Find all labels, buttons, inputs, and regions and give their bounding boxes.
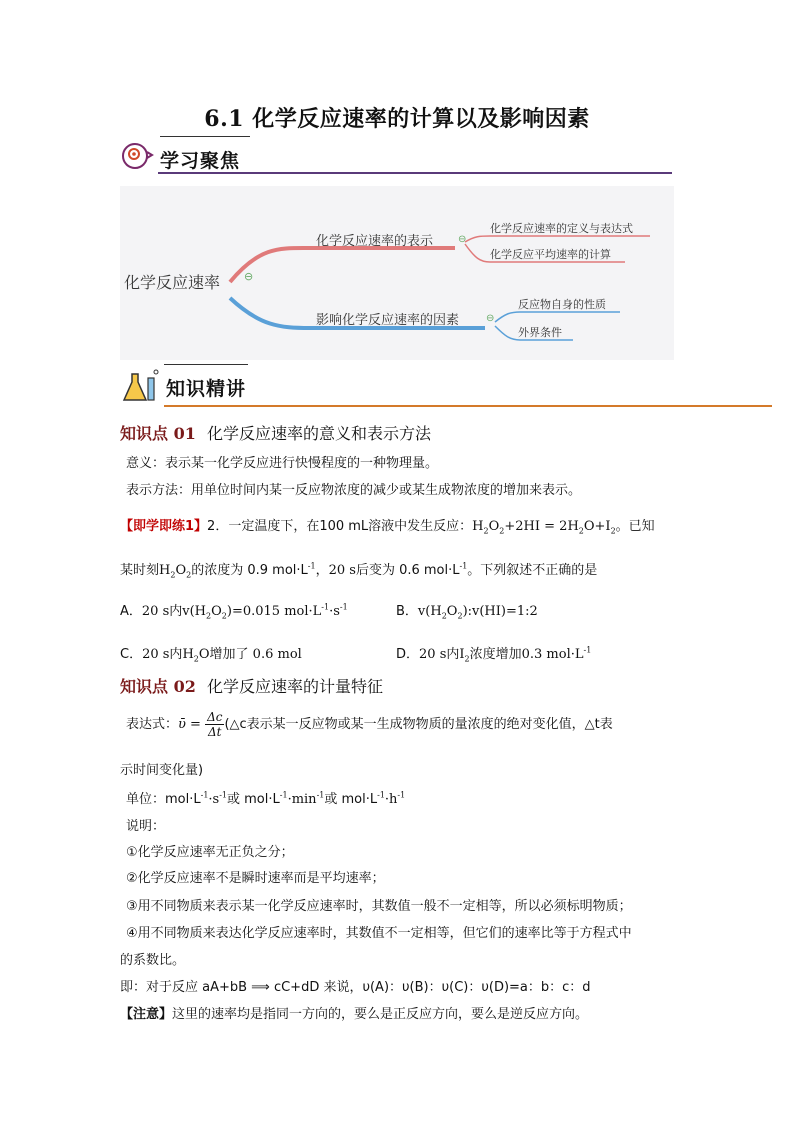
mindmap-root: 化学反应速率 (124, 273, 221, 292)
kp2-note-1: ①化学反应速率无正负之分； (126, 845, 294, 860)
exercise-question (120, 515, 655, 536)
brain-gear-icon (120, 140, 154, 174)
collapse-toggle-branch-1[interactable]: ⊖ (458, 234, 467, 245)
kp2-ratio: 即：对于反应 aA+bB ⟹ cC+dD 来说，υ(A)：υ(B)：υ(C)：υ(D)=a：b：c：d (120, 980, 591, 995)
kp2-expression-cont: 示时间变化量) (120, 763, 204, 778)
exercise-line2: 某时刻$H_2O_2$的浓度为 0.9 $mol\cdot L^{-1}$，20 s后变为 0.6 $mol\cdot L^{-1}$。下列叙述不正确的是 (120, 561, 598, 580)
kp1-method: 表示方法：用单位时间内某一反应物浓度的减少或某生成物浓度的增加来表示。 (126, 483, 582, 498)
exercise-q-start: 2．一定温度下，在100 mL溶液中发生反应： (207, 519, 473, 534)
attention-text: 这里的速率均是指同一方向的，要么是正反应方向，要么是逆反应方向。 (172, 1007, 589, 1022)
section-header-learning-focus (120, 140, 672, 176)
mindmap-leaf-4: 外界条件 (518, 326, 562, 339)
text-fragment: 20 s内v (141, 604, 190, 619)
text-fragment: 后变为 0.6 mol·L (355, 563, 460, 578)
header-top-rule-2 (164, 364, 248, 365)
unit-text: 单位：mol·L (126, 792, 201, 807)
mindmap-leaf-2: 化学反应平均速率的计算 (490, 248, 611, 261)
text-fragment: 浓度增加0.3 mol·L (469, 647, 584, 662)
option-label: C． (120, 647, 143, 662)
leaf-line-3 (495, 312, 620, 322)
section-label-2: 知识精讲 (166, 378, 247, 400)
section-header-knowledge (120, 368, 772, 404)
knowledge-point-02-title (120, 674, 383, 697)
text-fragment: 20 s内 (142, 647, 183, 662)
mindmap-branch-1: 化学反应速率的表示 (316, 234, 434, 249)
option-a[interactable]: A．20 s内$v(H_2O_2)=0.015$ $mol\cdot L^{-1}\cdot s^{-1}$ (120, 602, 348, 621)
attention-tag: 【注意】 (120, 1007, 173, 1022)
kp2-note: 说明： (126, 819, 166, 834)
mindmap-branch-2: 影响化学反应速率的因素 (316, 313, 460, 328)
section-underline (158, 172, 672, 174)
mindmap-leaf-1: 化学反应速率的定义与表达式 (490, 222, 633, 235)
text-fragment: 20 s内 (419, 647, 460, 662)
kp-heading: 化学反应速率的意义和表示方法 (206, 424, 431, 443)
text-fragment: 。下列叙述不正确的是 (467, 563, 598, 578)
page-title: 6.1 化学反应速率的计算以及影响因素 (204, 106, 590, 132)
formula-h2o2: $H_2O_2$ (159, 563, 192, 580)
section-label: 学习聚焦 (160, 150, 241, 172)
text-fragment: 增加了 0.6 mol (209, 647, 302, 662)
collapse-toggle-branch-2[interactable]: ⊖ (486, 313, 495, 324)
header-top-rule (160, 136, 250, 137)
expr-label: 表达式： (126, 717, 179, 732)
unit-text: 或 mol·L (324, 792, 378, 807)
kp1-meaning: 意义：表示某一化学反应进行快慢程度的一种物理量。 (126, 456, 439, 471)
reaction-equation: $H_2O_2+2HI = 2H_2O+I_2$ (472, 519, 616, 536)
kp2-attention (120, 1003, 588, 1022)
kp-prefix: 知识点 01 (120, 424, 196, 443)
text-fragment: 的浓度为 0.9 mol·L (191, 563, 308, 578)
kp2-expression (126, 710, 613, 739)
kp2-note-4b: 的系数比。 (120, 953, 186, 968)
text-fragment: 20 s (328, 563, 356, 578)
text-fragment: :v(HI)=1:2 (467, 604, 538, 619)
expr-desc: (△c表示某一反应物或某一生成物物质的量浓度的绝对变化值，△t表 (224, 717, 613, 732)
formula-rate: ῡ = $\frac{\Delta c}{\Delta t}$ (178, 710, 223, 739)
kp2-note-4a: ④用不同物质来表达化学反应速率时，其数值不一定相等，但它们的速率比等于方程式中 (126, 926, 632, 941)
text-fragment: ， (315, 563, 329, 578)
text-fragment: v (417, 604, 426, 619)
option-b[interactable]: B．$v(H_2O_2):v(HI)=1:2$ (396, 604, 538, 621)
kp-heading: 化学反应速率的计量特征 (206, 677, 383, 696)
option-label: D． (396, 647, 420, 662)
text-fragment: =0.015 mol·L (231, 604, 322, 619)
unit-text: 或 mol·L (227, 792, 280, 807)
branch-line-top (230, 248, 455, 282)
leaf-line-1 (465, 236, 650, 242)
option-label: A． (120, 604, 142, 619)
option-d[interactable]: D．20 s内$I_2$浓度增加0.3 $mol\cdot L^{-1}$ (396, 645, 592, 664)
section-underline-2 (164, 405, 772, 407)
exercise-tag: 【即学即练1】 (120, 519, 208, 534)
option-label: B． (396, 604, 418, 619)
kp-prefix: 知识点 02 (120, 677, 196, 696)
flask-icon (120, 368, 160, 402)
mindmap-leaf-3: 反应物自身的性质 (518, 298, 606, 311)
option-c[interactable]: C．20 s内$H_2O$增加了 0.6 mol (120, 647, 302, 664)
exercise-q-end: 。已知 (615, 519, 655, 534)
knowledge-point-01-title (120, 421, 431, 444)
collapse-toggle-root[interactable]: ⊖ (244, 270, 254, 283)
kp2-note-3: ③用不同物质来表示某一化学反应速率时，其数值一般不一定相等，所以必须标明物质； (126, 899, 632, 914)
text-fragment: 某时刻 (120, 563, 160, 578)
kp2-unit: 单位：$mol\cdot L^{-1}\cdot s^{-1}$或 $mol\cdot L^{-1}\cdot\min^{-1}$或 $mol\cdot L^{-1}\cdot h^{-1}$ (126, 790, 406, 807)
mindmap (120, 186, 674, 360)
kp2-note-2: ②化学反应速率不是瞬时速率而是平均速率； (126, 871, 385, 886)
